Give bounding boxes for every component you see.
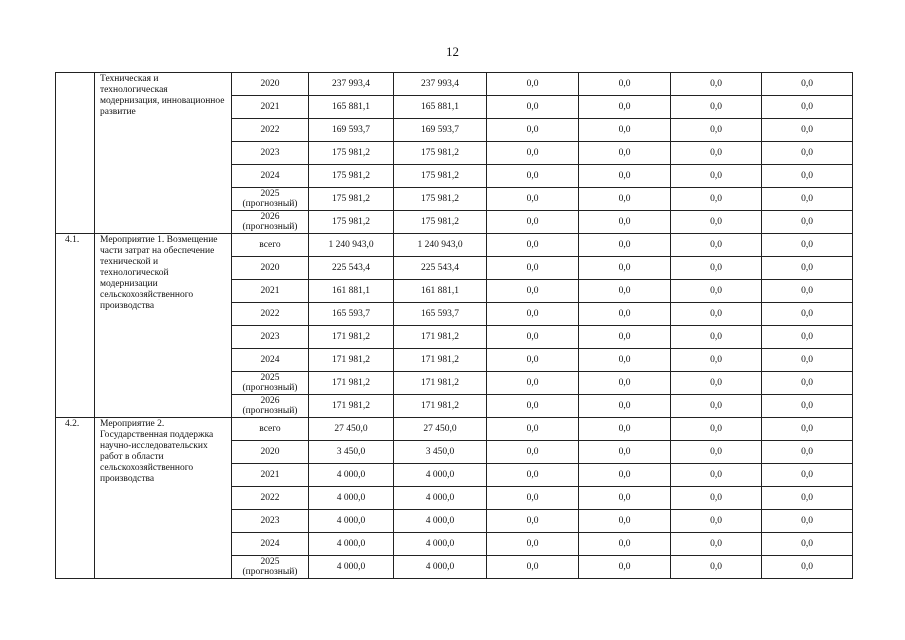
value-cell: 0,0 xyxy=(671,533,762,556)
value-cell: 0,0 xyxy=(487,441,579,464)
value-cell: 225 543,4 xyxy=(394,257,487,280)
year-label: 2022 xyxy=(260,309,280,319)
year-cell xyxy=(232,142,309,165)
value-cell: 0,0 xyxy=(762,487,853,510)
value-cell: 0,0 xyxy=(762,464,853,487)
forecast-note: (прогнозный) xyxy=(242,222,298,232)
value-cell: 0,0 xyxy=(487,73,579,96)
value-cell: 0,0 xyxy=(671,165,762,188)
year-label: 2020 xyxy=(260,263,280,273)
table-body xyxy=(56,73,853,579)
value-cell: 0,0 xyxy=(487,395,579,418)
value-cell: 0,0 xyxy=(762,188,853,211)
value-cell: 4 000,0 xyxy=(309,464,394,487)
value-cell: 175 981,2 xyxy=(309,188,394,211)
year-label: 2022 xyxy=(260,493,280,503)
year-label: 2020 xyxy=(260,447,280,457)
value-cell: 171 981,2 xyxy=(394,326,487,349)
value-cell: 0,0 xyxy=(671,349,762,372)
value-cell: 4 000,0 xyxy=(309,556,394,579)
value-cell: 0,0 xyxy=(487,234,579,257)
year-label: 2024 xyxy=(260,355,280,365)
value-cell: 0,0 xyxy=(671,303,762,326)
value-cell: 171 981,2 xyxy=(394,349,487,372)
value-cell: 0,0 xyxy=(762,303,853,326)
value-cell: 0,0 xyxy=(579,142,671,165)
value-cell: 4 000,0 xyxy=(309,533,394,556)
year-cell xyxy=(232,234,309,257)
value-cell: 0,0 xyxy=(487,257,579,280)
value-cell: 0,0 xyxy=(671,510,762,533)
value-cell: 0,0 xyxy=(579,464,671,487)
value-cell: 0,0 xyxy=(671,188,762,211)
value-cell: 225 543,4 xyxy=(309,257,394,280)
year-label: 2023 xyxy=(260,516,280,526)
value-cell: 0,0 xyxy=(487,211,579,234)
value-cell: 161 881,1 xyxy=(394,280,487,303)
forecast-note: (прогнозный) xyxy=(242,567,298,577)
value-cell: 4 000,0 xyxy=(394,510,487,533)
item-number: 4.1. xyxy=(56,234,95,418)
value-cell: 0,0 xyxy=(671,395,762,418)
item-name: Мероприятие 2. Государственная поддержка научно-исследовательских работ в области сельскохозяйственного производства xyxy=(95,418,232,579)
year-label: 2025 xyxy=(260,373,280,383)
value-cell: 0,0 xyxy=(487,303,579,326)
value-cell: 27 450,0 xyxy=(309,418,394,441)
item-name: Техническая и технологическая модернизация, инновационное развитие xyxy=(95,73,232,234)
year-cell xyxy=(232,464,309,487)
value-cell: 3 450,0 xyxy=(394,441,487,464)
value-cell: 0,0 xyxy=(487,510,579,533)
value-cell: 171 981,2 xyxy=(309,349,394,372)
value-cell: 175 981,2 xyxy=(309,165,394,188)
year-cell xyxy=(232,165,309,188)
value-cell: 0,0 xyxy=(671,142,762,165)
year-label: 2023 xyxy=(260,148,280,158)
value-cell: 0,0 xyxy=(762,556,853,579)
value-cell: 0,0 xyxy=(579,441,671,464)
value-cell: 0,0 xyxy=(762,257,853,280)
year-cell xyxy=(232,303,309,326)
value-cell: 3 450,0 xyxy=(309,441,394,464)
value-cell: 0,0 xyxy=(487,349,579,372)
year-label: 2021 xyxy=(260,102,280,112)
value-cell: 171 981,2 xyxy=(309,326,394,349)
value-cell: 0,0 xyxy=(579,303,671,326)
value-cell: 0,0 xyxy=(487,188,579,211)
value-cell: 0,0 xyxy=(579,395,671,418)
item-number: 4.2. xyxy=(56,418,95,579)
value-cell: 0,0 xyxy=(762,395,853,418)
year-cell xyxy=(232,533,309,556)
value-cell: 0,0 xyxy=(671,234,762,257)
value-cell: 4 000,0 xyxy=(394,556,487,579)
value-cell: 0,0 xyxy=(487,487,579,510)
value-cell: 175 981,2 xyxy=(394,165,487,188)
value-cell: 0,0 xyxy=(671,326,762,349)
year-label: всего xyxy=(259,424,281,434)
year-cell xyxy=(232,326,309,349)
value-cell: 0,0 xyxy=(671,441,762,464)
value-cell: 175 981,2 xyxy=(394,211,487,234)
value-cell: 1 240 943,0 xyxy=(309,234,394,257)
value-cell: 175 981,2 xyxy=(394,188,487,211)
value-cell: 0,0 xyxy=(762,165,853,188)
value-cell: 0,0 xyxy=(487,119,579,142)
year-label: 2024 xyxy=(260,171,280,181)
value-cell: 165 881,1 xyxy=(309,96,394,119)
year-cell xyxy=(232,487,309,510)
value-cell: 0,0 xyxy=(671,487,762,510)
value-cell: 0,0 xyxy=(762,73,853,96)
forecast-note: (прогнозный) xyxy=(242,406,298,416)
value-cell: 0,0 xyxy=(762,441,853,464)
value-cell: 171 981,2 xyxy=(394,395,487,418)
year-cell xyxy=(232,211,309,234)
year-cell xyxy=(232,188,309,211)
value-cell: 27 450,0 xyxy=(394,418,487,441)
value-cell: 0,0 xyxy=(579,510,671,533)
value-cell: 0,0 xyxy=(671,257,762,280)
value-cell: 171 981,2 xyxy=(309,395,394,418)
value-cell: 0,0 xyxy=(579,326,671,349)
value-cell: 0,0 xyxy=(762,280,853,303)
value-cell: 0,0 xyxy=(671,119,762,142)
value-cell: 0,0 xyxy=(579,487,671,510)
value-cell: 237 993,4 xyxy=(394,73,487,96)
value-cell: 0,0 xyxy=(762,142,853,165)
value-cell: 0,0 xyxy=(579,280,671,303)
value-cell: 4 000,0 xyxy=(309,510,394,533)
year-label: 2022 xyxy=(260,125,280,135)
year-label: 2026 xyxy=(260,212,280,222)
value-cell: 0,0 xyxy=(579,556,671,579)
value-cell: 0,0 xyxy=(671,464,762,487)
value-cell: 0,0 xyxy=(671,556,762,579)
value-cell: 0,0 xyxy=(579,119,671,142)
value-cell: 0,0 xyxy=(487,464,579,487)
value-cell: 0,0 xyxy=(671,211,762,234)
year-label: 2023 xyxy=(260,332,280,342)
value-cell: 175 981,2 xyxy=(309,211,394,234)
value-cell: 0,0 xyxy=(579,372,671,395)
value-cell: 0,0 xyxy=(487,372,579,395)
item-name: Мероприятие 1. Возмещение части затрат на обеспечение технической и технологической модернизации сельскохозяйственного производства xyxy=(95,234,232,418)
value-cell: 0,0 xyxy=(487,165,579,188)
value-cell: 0,0 xyxy=(487,142,579,165)
value-cell: 0,0 xyxy=(762,326,853,349)
value-cell: 171 981,2 xyxy=(309,372,394,395)
year-cell xyxy=(232,96,309,119)
value-cell: 4 000,0 xyxy=(394,487,487,510)
value-cell: 0,0 xyxy=(762,349,853,372)
value-cell: 237 993,4 xyxy=(309,73,394,96)
value-cell: 165 593,7 xyxy=(394,303,487,326)
year-cell xyxy=(232,257,309,280)
value-cell: 0,0 xyxy=(762,533,853,556)
budget-table xyxy=(55,72,853,579)
year-cell xyxy=(232,510,309,533)
year-cell xyxy=(232,280,309,303)
value-cell: 175 981,2 xyxy=(309,142,394,165)
value-cell: 169 593,7 xyxy=(309,119,394,142)
year-cell xyxy=(232,556,309,579)
value-cell: 4 000,0 xyxy=(309,487,394,510)
year-cell xyxy=(232,73,309,96)
forecast-note: (прогнозный) xyxy=(242,383,298,393)
value-cell: 0,0 xyxy=(762,234,853,257)
table-row xyxy=(56,73,853,96)
value-cell: 0,0 xyxy=(762,510,853,533)
year-label: 2024 xyxy=(260,539,280,549)
value-cell: 0,0 xyxy=(579,96,671,119)
table-row xyxy=(56,234,853,257)
value-cell: 0,0 xyxy=(487,326,579,349)
year-cell xyxy=(232,349,309,372)
year-label: всего xyxy=(259,240,281,250)
value-cell: 0,0 xyxy=(487,280,579,303)
year-label: 2025 xyxy=(260,189,280,199)
page-number: 12 xyxy=(446,44,459,59)
value-cell: 0,0 xyxy=(762,96,853,119)
value-cell: 1 240 943,0 xyxy=(394,234,487,257)
value-cell: 161 881,1 xyxy=(309,280,394,303)
value-cell: 0,0 xyxy=(579,349,671,372)
value-cell: 165 881,1 xyxy=(394,96,487,119)
forecast-note: (прогнозный) xyxy=(242,199,298,209)
item-number xyxy=(56,73,95,234)
value-cell: 0,0 xyxy=(487,418,579,441)
value-cell: 175 981,2 xyxy=(394,142,487,165)
value-cell: 0,0 xyxy=(762,418,853,441)
value-cell: 169 593,7 xyxy=(394,119,487,142)
value-cell: 0,0 xyxy=(579,165,671,188)
value-cell: 0,0 xyxy=(671,96,762,119)
year-label: 2020 xyxy=(260,79,280,89)
value-cell: 0,0 xyxy=(579,533,671,556)
year-label: 2025 xyxy=(260,557,280,567)
year-cell xyxy=(232,395,309,418)
value-cell: 4 000,0 xyxy=(394,533,487,556)
value-cell: 0,0 xyxy=(579,257,671,280)
year-cell xyxy=(232,418,309,441)
value-cell: 0,0 xyxy=(762,372,853,395)
year-label: 2026 xyxy=(260,396,280,406)
year-label: 2021 xyxy=(260,470,280,480)
year-label: 2021 xyxy=(260,286,280,296)
value-cell: 0,0 xyxy=(579,234,671,257)
value-cell: 0,0 xyxy=(579,211,671,234)
year-cell xyxy=(232,372,309,395)
value-cell: 0,0 xyxy=(487,96,579,119)
value-cell: 0,0 xyxy=(671,418,762,441)
value-cell: 0,0 xyxy=(762,211,853,234)
value-cell: 171 981,2 xyxy=(394,372,487,395)
value-cell: 4 000,0 xyxy=(394,464,487,487)
value-cell: 0,0 xyxy=(671,73,762,96)
table-row xyxy=(56,418,853,441)
value-cell: 0,0 xyxy=(579,418,671,441)
year-cell xyxy=(232,441,309,464)
value-cell: 165 593,7 xyxy=(309,303,394,326)
value-cell: 0,0 xyxy=(579,73,671,96)
year-cell xyxy=(232,119,309,142)
value-cell: 0,0 xyxy=(579,188,671,211)
value-cell: 0,0 xyxy=(487,533,579,556)
value-cell: 0,0 xyxy=(762,119,853,142)
value-cell: 0,0 xyxy=(671,372,762,395)
value-cell: 0,0 xyxy=(671,280,762,303)
value-cell: 0,0 xyxy=(487,556,579,579)
